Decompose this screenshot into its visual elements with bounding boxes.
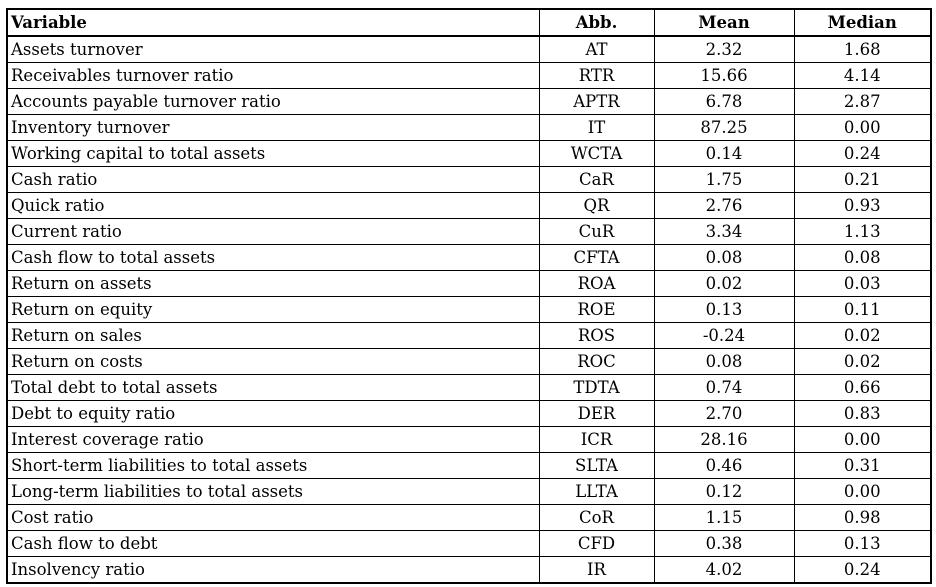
cell-mean: 0.14 <box>654 141 794 167</box>
cell-mean: 0.13 <box>654 297 794 323</box>
statistics-table-container <box>6 8 930 584</box>
cell-variable: Cash flow to debt <box>7 531 539 557</box>
cell-abb: WCTA <box>539 141 654 167</box>
cell-variable: Quick ratio <box>7 193 539 219</box>
cell-mean: 0.74 <box>654 375 794 401</box>
cell-median: 0.24 <box>794 557 931 584</box>
cell-median: 0.00 <box>794 479 931 505</box>
table-row <box>7 89 931 115</box>
cell-variable: Return on assets <box>7 271 539 297</box>
table-row <box>7 219 931 245</box>
cell-variable: Working capital to total assets <box>7 141 539 167</box>
cell-mean: 1.75 <box>654 167 794 193</box>
cell-median: 0.02 <box>794 349 931 375</box>
cell-abb: IT <box>539 115 654 141</box>
cell-median: 0.08 <box>794 245 931 271</box>
cell-mean: 0.38 <box>654 531 794 557</box>
cell-median: 0.00 <box>794 115 931 141</box>
cell-median: 0.00 <box>794 427 931 453</box>
table-row <box>7 115 931 141</box>
cell-abb: APTR <box>539 89 654 115</box>
cell-abb: ROE <box>539 297 654 323</box>
cell-abb: AT <box>539 36 654 63</box>
cell-median: 0.31 <box>794 453 931 479</box>
statistics-table <box>6 8 932 584</box>
cell-mean: 0.12 <box>654 479 794 505</box>
cell-abb: ROC <box>539 349 654 375</box>
cell-mean: 0.08 <box>654 245 794 271</box>
cell-median: 0.13 <box>794 531 931 557</box>
cell-variable: Total debt to total assets <box>7 375 539 401</box>
table-row <box>7 375 931 401</box>
cell-abb: ROA <box>539 271 654 297</box>
header-mean: Mean <box>654 9 794 36</box>
cell-variable: Cash ratio <box>7 167 539 193</box>
cell-mean: 6.78 <box>654 89 794 115</box>
table-row <box>7 141 931 167</box>
cell-abb: CFTA <box>539 245 654 271</box>
cell-variable: Return on equity <box>7 297 539 323</box>
cell-abb: ROS <box>539 323 654 349</box>
cell-abb: IR <box>539 557 654 584</box>
cell-variable: Current ratio <box>7 219 539 245</box>
table-header-row <box>7 9 931 36</box>
cell-abb: CFD <box>539 531 654 557</box>
cell-variable: Long-term liabilities to total assets <box>7 479 539 505</box>
cell-mean: 2.76 <box>654 193 794 219</box>
cell-mean: 3.34 <box>654 219 794 245</box>
cell-abb: CaR <box>539 167 654 193</box>
cell-abb: SLTA <box>539 453 654 479</box>
cell-mean: 0.08 <box>654 349 794 375</box>
cell-variable: Short-term liabilities to total assets <box>7 453 539 479</box>
cell-median: 0.83 <box>794 401 931 427</box>
table-row <box>7 36 931 63</box>
cell-abb: QR <box>539 193 654 219</box>
header-abb: Abb. <box>539 9 654 36</box>
header-variable: Variable <box>7 9 539 36</box>
cell-median: 0.02 <box>794 323 931 349</box>
cell-median: 0.21 <box>794 167 931 193</box>
cell-variable: Debt to equity ratio <box>7 401 539 427</box>
cell-median: 0.93 <box>794 193 931 219</box>
table-row <box>7 63 931 89</box>
table-body <box>7 36 931 583</box>
cell-variable: Cash flow to total assets <box>7 245 539 271</box>
table-row <box>7 427 931 453</box>
cell-abb: CoR <box>539 505 654 531</box>
cell-median: 0.11 <box>794 297 931 323</box>
cell-variable: Assets turnover <box>7 36 539 63</box>
table-row <box>7 401 931 427</box>
cell-median: 1.13 <box>794 219 931 245</box>
table-row <box>7 167 931 193</box>
header-median: Median <box>794 9 931 36</box>
cell-abb: ICR <box>539 427 654 453</box>
table-row <box>7 505 931 531</box>
table-row <box>7 297 931 323</box>
cell-variable: Cost ratio <box>7 505 539 531</box>
table-row <box>7 271 931 297</box>
cell-variable: Accounts payable turnover ratio <box>7 89 539 115</box>
cell-mean: 1.15 <box>654 505 794 531</box>
cell-median: 2.87 <box>794 89 931 115</box>
cell-variable: Receivables turnover ratio <box>7 63 539 89</box>
cell-median: 4.14 <box>794 63 931 89</box>
cell-variable: Inventory turnover <box>7 115 539 141</box>
cell-mean: 15.66 <box>654 63 794 89</box>
cell-abb: CuR <box>539 219 654 245</box>
cell-variable: Insolvency ratio <box>7 557 539 584</box>
cell-variable: Interest coverage ratio <box>7 427 539 453</box>
cell-median: 1.68 <box>794 36 931 63</box>
cell-abb: RTR <box>539 63 654 89</box>
table-row <box>7 453 931 479</box>
cell-mean: 2.32 <box>654 36 794 63</box>
cell-mean: 87.25 <box>654 115 794 141</box>
cell-mean: 28.16 <box>654 427 794 453</box>
cell-variable: Return on costs <box>7 349 539 375</box>
cell-median: 0.03 <box>794 271 931 297</box>
cell-abb: LLTA <box>539 479 654 505</box>
cell-variable: Return on sales <box>7 323 539 349</box>
cell-median: 0.24 <box>794 141 931 167</box>
table-row <box>7 323 931 349</box>
table-row <box>7 557 931 584</box>
cell-abb: DER <box>539 401 654 427</box>
table-row <box>7 531 931 557</box>
cell-mean: 0.46 <box>654 453 794 479</box>
table-row <box>7 479 931 505</box>
table-row <box>7 245 931 271</box>
table-row <box>7 193 931 219</box>
cell-abb: TDTA <box>539 375 654 401</box>
cell-median: 0.66 <box>794 375 931 401</box>
cell-mean: 4.02 <box>654 557 794 584</box>
cell-median: 0.98 <box>794 505 931 531</box>
cell-mean: 2.70 <box>654 401 794 427</box>
table-row <box>7 349 931 375</box>
cell-mean: 0.02 <box>654 271 794 297</box>
cell-mean: -0.24 <box>654 323 794 349</box>
